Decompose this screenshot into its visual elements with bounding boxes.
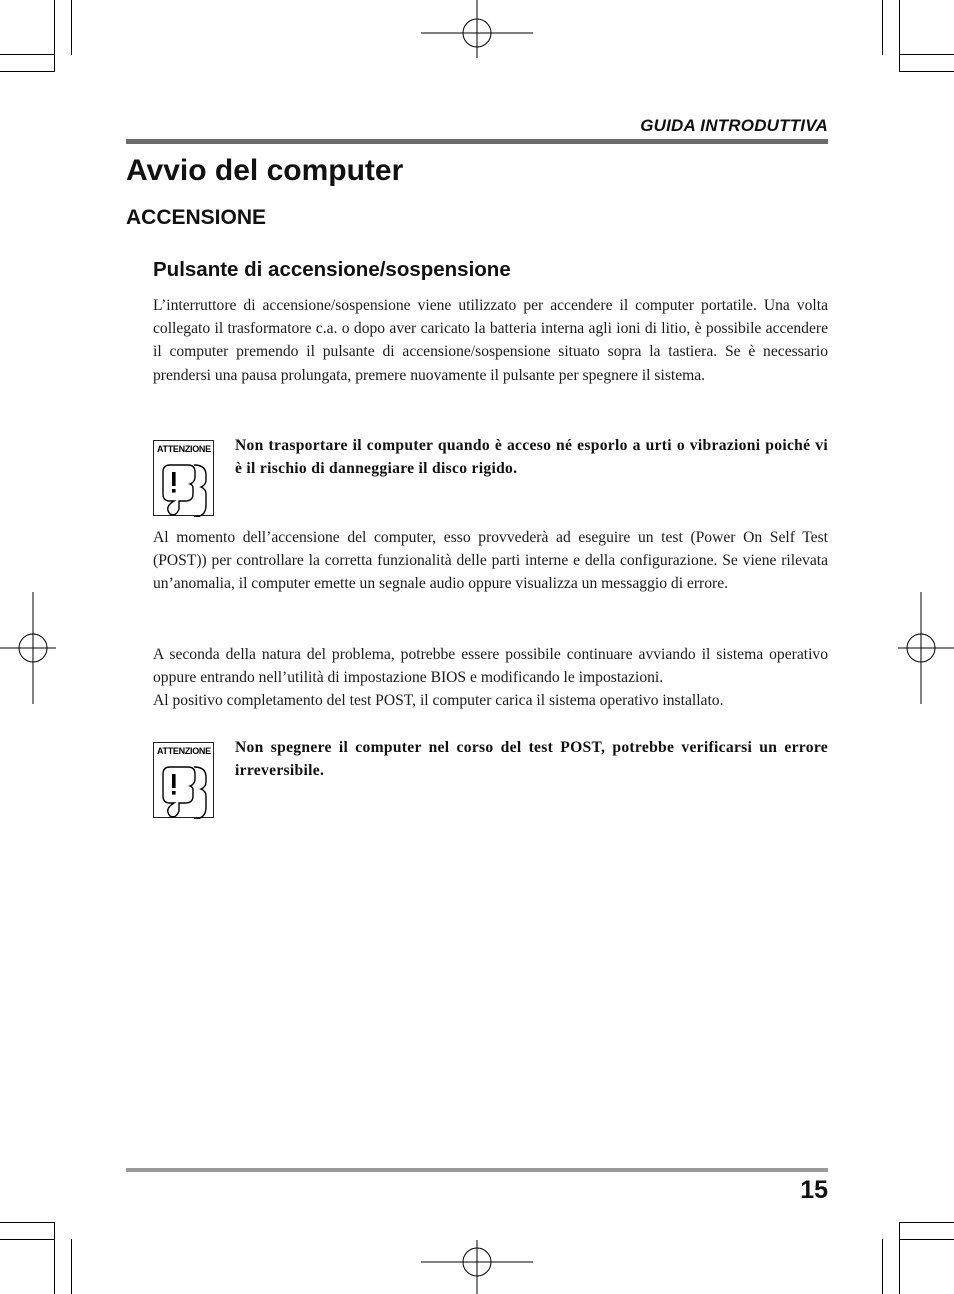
subsection-title: Pulsante di accensione/sospensione (153, 258, 511, 281)
attention-label: ATTENZIONE (157, 444, 211, 454)
crop-mark (54, 1222, 55, 1294)
crop-mark (71, 0, 72, 55)
registration-mark-bottom (421, 1240, 533, 1294)
body-paragraph: Al positivo completamento del test POST, il computer carica il sistema operativo installato. (153, 692, 724, 709)
crop-mark (882, 1239, 883, 1294)
header-rule (126, 139, 828, 144)
registration-mark-left (0, 592, 56, 704)
crop-mark (54, 0, 55, 72)
body-paragraph: Al momento dell’accensione del computer, esso provvederà ad eseguire un test (Power On Self Test (POST)) per controllare la corretta funzionalità delle parti interne e della configurazione. Se viene rilevata un’anomalia, il computer emette un segnale audio oppure visualizza un messaggio di errore. (153, 529, 828, 593)
crop-mark (899, 0, 900, 72)
running-header: GUIDA INTRODUTTIVA (640, 116, 828, 135)
attention-icon (153, 440, 214, 516)
crop-mark (899, 1222, 954, 1223)
registration-mark-right (898, 592, 954, 704)
crop-mark (899, 1222, 900, 1294)
crop-mark (71, 1239, 72, 1294)
crop-mark (882, 0, 883, 55)
attention-icon (153, 742, 214, 818)
crop-mark (899, 1239, 954, 1240)
attention-label: ATTENZIONE (157, 746, 211, 756)
crop-mark (0, 1222, 55, 1223)
page-number: 15 (800, 1176, 828, 1204)
crop-mark (0, 71, 55, 72)
page-title: Avvio del computer (126, 154, 404, 187)
body-paragraph: L’interruttore di accensione/sospensione viene utilizzato per accendere il computer portatile. Una volta collegato il trasformatore c.a. o dopo aver caricato la batteria interna agli ioni di litio, è possibile accendere il computer premendo il pulsante di accensione/sospensione situato sopra la tastiera. Se è necessario prendersi una pausa prolungata, premere nuovamente il pulsante per spegnere il sistema. (153, 297, 828, 384)
crop-mark (0, 1239, 55, 1240)
warning-text: Non trasportare il computer quando è acceso né esporlo a urti o vibrazioni poiché vi è il rischio di danneggiare il disco rigido. (235, 437, 828, 478)
crop-mark (899, 54, 954, 55)
body-paragraph: A seconda della natura del problema, potrebbe essere possibile continuare avviando il sistema operativo oppure entrando nell’utilità di impostazione BIOS e modificando le impostazioni. (153, 646, 828, 687)
section-title: ACCENSIONE (126, 206, 267, 229)
crop-mark (899, 71, 954, 72)
warning-text: Non spegnere il computer nel corso del test POST, potrebbe verificarsi un errore irreversibile. (235, 739, 828, 780)
registration-mark-top (421, 0, 533, 60)
crop-mark (0, 54, 55, 55)
footer-rule (126, 1168, 828, 1172)
